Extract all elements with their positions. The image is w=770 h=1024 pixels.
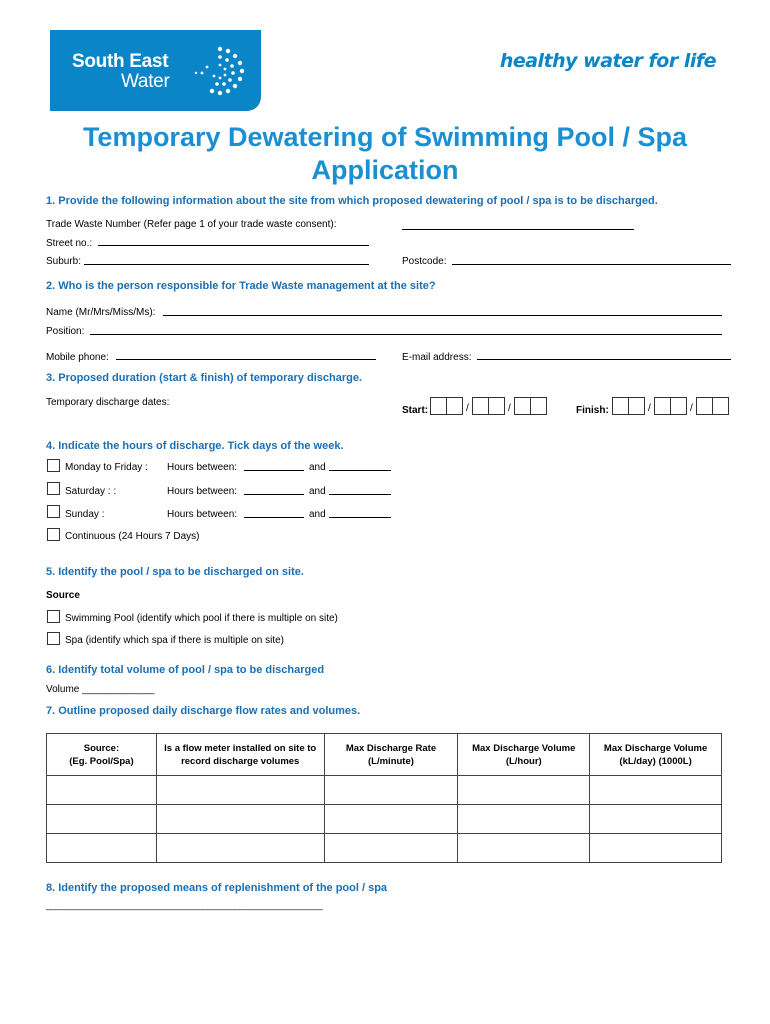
section-3-heading: 3. Proposed duration (start & finish) of temporary discharge. — [46, 372, 362, 384]
column-header-flow-meter — [156, 734, 324, 776]
table-cell[interactable] — [458, 776, 590, 805]
finish-date-sep-1: / — [648, 403, 651, 414]
start-date-sep-2: / — [508, 403, 511, 414]
hours-between-label: Hours between: — [167, 509, 238, 520]
column-header-line: (Eg. Pool/Spa) — [69, 755, 134, 767]
finish-date-year[interactable] — [696, 397, 729, 415]
column-header-max-rate — [324, 734, 458, 776]
sunday-label: Sunday : — [65, 509, 105, 520]
volume-field[interactable]: Volume _____________ — [46, 684, 155, 695]
sunday-checkbox[interactable] — [47, 505, 60, 518]
start-date-year[interactable] — [514, 397, 547, 415]
start-date-sep-1: / — [466, 403, 469, 414]
table-cell[interactable] — [590, 834, 722, 863]
logo-text-line1: South East — [72, 51, 169, 72]
section-4-heading: 4. Indicate the hours of discharge. Tick days of the week. — [46, 440, 344, 452]
table-cell[interactable] — [590, 776, 722, 805]
trade-waste-label: Trade Waste Number (Refer page 1 of your trade waste consent): — [46, 219, 337, 230]
table-row — [47, 834, 722, 863]
table-cell[interactable] — [324, 834, 458, 863]
monday-friday-checkbox[interactable] — [47, 459, 60, 472]
source-label: Source — [46, 590, 80, 601]
table-header-row — [47, 734, 722, 776]
start-label: Start: — [402, 405, 429, 416]
spa-label: Spa (identify which spa if there is multiple on site) — [65, 635, 284, 646]
table-cell[interactable] — [324, 776, 458, 805]
name-label: Name (Mr/Mrs/Miss/Ms): — [46, 307, 156, 318]
section-6-heading: 6. Identify total volume of pool / spa to be discharged — [46, 664, 325, 676]
sunday-to-field[interactable] — [329, 517, 391, 518]
street-label: Street no.: — [46, 238, 93, 249]
and-label: and — [309, 486, 326, 497]
page-title — [0, 121, 770, 187]
mobile-field[interactable] — [116, 359, 376, 360]
table-row — [47, 776, 722, 805]
mobile-label: Mobile phone: — [46, 352, 109, 363]
sunday-from-field[interactable] — [244, 517, 304, 518]
street-field[interactable] — [98, 245, 369, 246]
position-field[interactable] — [90, 334, 722, 335]
finish-label: Finish: — [576, 405, 609, 416]
continuous-label: Continuous (24 Hours 7 Days) — [65, 531, 200, 542]
section-7-heading: 7. Outline proposed daily discharge flow rates and volumes. — [46, 705, 361, 717]
logo-text-line2: Water — [121, 71, 170, 92]
hours-between-label: Hours between: — [167, 486, 238, 497]
continuous-checkbox[interactable] — [47, 528, 60, 541]
table-cell[interactable] — [156, 805, 324, 834]
saturday-label: Saturday : : — [65, 486, 117, 497]
title-line1: Temporary Dewatering of Swimming Pool / Spa — [82, 122, 688, 152]
suburb-field[interactable] — [84, 264, 369, 265]
table-cell[interactable] — [47, 776, 157, 805]
saturday-checkbox[interactable] — [47, 482, 60, 495]
spa-checkbox[interactable] — [47, 632, 60, 645]
tagline: healthy water for life — [499, 50, 716, 72]
postcode-label: Postcode: — [402, 256, 447, 267]
table-cell[interactable] — [324, 805, 458, 834]
discharge-dates-label: Temporary discharge dates: — [46, 397, 170, 408]
table-cell[interactable] — [47, 805, 157, 834]
section-5-heading: 5. Identify the pool / spa to be discharged on site. — [46, 566, 304, 578]
finish-date-sep-2: / — [690, 403, 693, 414]
hours-between-label: Hours between: — [167, 462, 238, 473]
email-field[interactable] — [477, 359, 731, 360]
monday-friday-label: Monday to Friday : — [65, 462, 148, 473]
column-header-line: Max Discharge Volume — [603, 742, 708, 754]
trade-waste-field[interactable] — [402, 229, 634, 230]
email-label: E-mail address: — [402, 352, 472, 363]
table-cell[interactable] — [590, 805, 722, 834]
discharge-flow-table — [46, 733, 722, 863]
finish-date-day[interactable] — [612, 397, 645, 415]
start-date-month[interactable] — [472, 397, 505, 415]
column-header-source — [47, 734, 157, 776]
table-row — [47, 805, 722, 834]
suburb-label: Suburb: — [46, 256, 82, 267]
table-cell[interactable] — [156, 834, 324, 863]
column-header-line: (L/hour) — [505, 755, 542, 767]
table-cell[interactable] — [458, 834, 590, 863]
column-header-line: (L/minute) — [368, 755, 414, 767]
column-header-max-volume-day — [590, 734, 722, 776]
swimming-pool-label: Swimming Pool (identify which pool if there is multiple on site) — [65, 613, 338, 624]
monday-friday-from-field[interactable] — [244, 470, 304, 471]
table-cell[interactable] — [156, 776, 324, 805]
section-8-heading: 8. Identify the proposed means of replenishment of the pool / spa — [46, 882, 388, 894]
start-date-day[interactable] — [430, 397, 463, 415]
and-label: and — [309, 509, 326, 520]
column-header-line: Source: — [83, 742, 120, 754]
finish-date-month[interactable] — [654, 397, 687, 415]
replenishment-field[interactable]: ____________________________________________________________ — [46, 900, 323, 910]
table-cell[interactable] — [47, 834, 157, 863]
column-header-line: Max Discharge Volume — [472, 742, 576, 754]
south-east-water-logo — [50, 30, 261, 111]
saturday-from-field[interactable] — [244, 494, 304, 495]
column-header-line: (kL/day) (1000L) — [619, 755, 692, 767]
table-cell[interactable] — [458, 805, 590, 834]
swimming-pool-checkbox[interactable] — [47, 610, 60, 623]
and-label: and — [309, 462, 326, 473]
column-header-line: Max Discharge Rate — [345, 742, 437, 754]
position-label: Position: — [46, 326, 85, 337]
title-line2: Application — [311, 155, 459, 185]
name-field[interactable] — [163, 315, 722, 316]
column-header-max-volume-hour — [458, 734, 590, 776]
column-header-line: Is a flow meter installed on site to — [164, 742, 317, 754]
section-2-heading: 2. Who is the person responsible for Trade Waste management at the site? — [46, 280, 436, 292]
saturday-to-field[interactable] — [329, 494, 391, 495]
section-1-heading: 1. Provide the following information about the site from which proposed dewatering of pool / spa is to be discharged. — [46, 195, 658, 207]
monday-friday-to-field[interactable] — [329, 470, 391, 471]
column-header-line: record discharge volumes — [181, 755, 300, 767]
water-drops-icon — [190, 43, 252, 101]
postcode-field[interactable] — [452, 264, 731, 265]
